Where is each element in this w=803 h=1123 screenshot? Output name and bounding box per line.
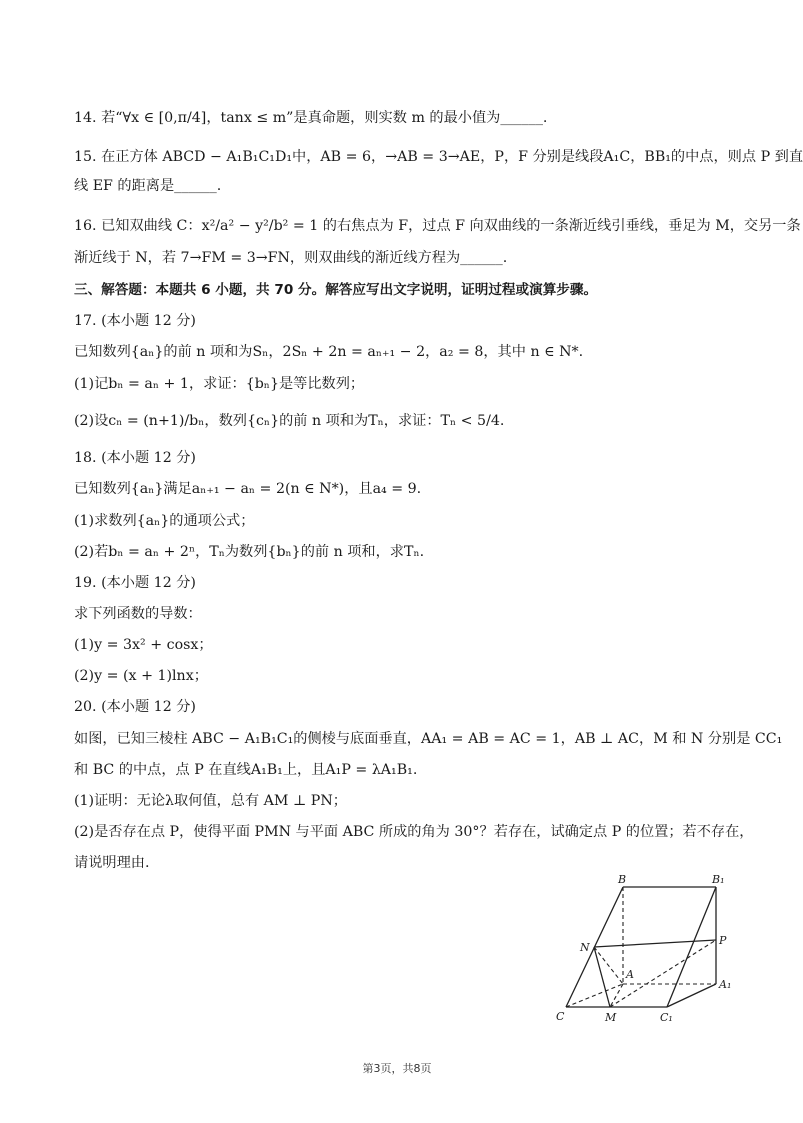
q20-title: 20. (本小题 12 分) [74, 699, 196, 715]
segment-NP [594, 940, 716, 947]
q15-line-2: 线 EF 的距离是______. [74, 178, 222, 194]
q14-line: 14. 若“∀x ∈ [0,π/4]，tanx ≤ m”是真命题，则实数 m 的最小值为______. [74, 110, 548, 126]
edge-B1C1 [667, 887, 716, 1007]
edge-CA [566, 984, 623, 1007]
label-C1: C₁ [660, 1011, 673, 1024]
label-B1: B₁ [712, 873, 725, 886]
label-N: N [580, 941, 590, 954]
label-P: P [719, 934, 727, 947]
q18-stem: 已知数列{aₙ}满足aₙ₊₁ − aₙ = 2(n ∈ N*)，且a₄ = 9. [74, 481, 422, 497]
q15-line-1: 15. 在正方体 ABCD − A₁B₁C₁D₁中，AB = 6，→AB = 3→AE，P，F 分别是线段A₁C，BB₁的中点，则点 P 到直 [74, 149, 803, 165]
page-footer: 第3页，共8页 [362, 1062, 432, 1075]
label-M: M [605, 1011, 617, 1024]
q18-title: 18. (本小题 12 分) [74, 450, 196, 466]
q19-part2: (2)y = (x + 1)lnx； [74, 668, 208, 684]
segment-NM [594, 947, 610, 1007]
label-C: C [556, 1010, 565, 1023]
prism-figure [544, 872, 744, 1027]
q17-part1: (1)记bₙ = aₙ + 1，求证：{bₙ}是等比数列； [74, 376, 365, 392]
q20-part1: (1)证明：无论λ取何值，总有 AM ⊥ PN； [74, 793, 347, 809]
q17-title: 17. (本小题 12 分) [74, 313, 196, 329]
q19-part1: (1)y = 3x² + cosx； [74, 637, 213, 653]
q19-stem: 求下列函数的导数： [74, 606, 202, 622]
q18-part2: (2)若bₙ = aₙ + 2ⁿ，Tₙ为数列{bₙ}的前 n 项和，求Tₙ. [74, 544, 425, 560]
q16-line-1: 16. 已知双曲线 C：x²/a² − y²/b² = 1 的右焦点为 F，过点 F 向双曲线的一条渐近线引垂线，垂足为 M，交另一条 [74, 218, 801, 234]
label-A1: A₁ [719, 978, 732, 991]
q17-stem: 已知数列{aₙ}的前 n 项和为Sₙ，2Sₙ + 2n = aₙ₊₁ − 2，a₂ = 8，其中 n ∈ N*. [74, 344, 584, 360]
q19-title: 19. (本小题 12 分) [74, 575, 196, 591]
q16-line-2: 渐近线于 N，若 7→FM = 3→FN，则双曲线的渐近线方程为______. [74, 250, 508, 266]
label-A: A [626, 968, 634, 981]
q20-stem-2: 和 BC 的中点，点 P 在直线A₁B₁上，且A₁P = λA₁B₁. [74, 762, 418, 778]
label-B: B [618, 873, 627, 886]
q18-part1: (1)求数列{aₙ}的通项公式； [74, 513, 255, 529]
q20-part2-2: 请说明理由. [74, 855, 150, 871]
q20-part2-1: (2)是否存在点 P，使得平面 PMN 与平面 ABC 所成的角为 30°？若存在，试确定点 P 的位置；若不存在， [74, 824, 754, 840]
q20-stem-1: 如图，已知三棱柱 ABC − A₁B₁C₁的侧棱与底面垂直，AA₁ = AB = AC = 1，AB ⊥ AC，M 和 N 分别是 CC₁ [74, 731, 783, 747]
segment-AM [610, 984, 623, 1007]
section-heading: 三、解答题：本题共 6 小题，共 70 分。解答应写出文字说明，证明过程或演算步骤。 [74, 282, 598, 298]
q17-part2: (2)设cₙ = (n+1)/bₙ，数列{cₙ}的前 n 项和为Tₙ，求证：Tₙ < 5/4. [74, 413, 505, 429]
